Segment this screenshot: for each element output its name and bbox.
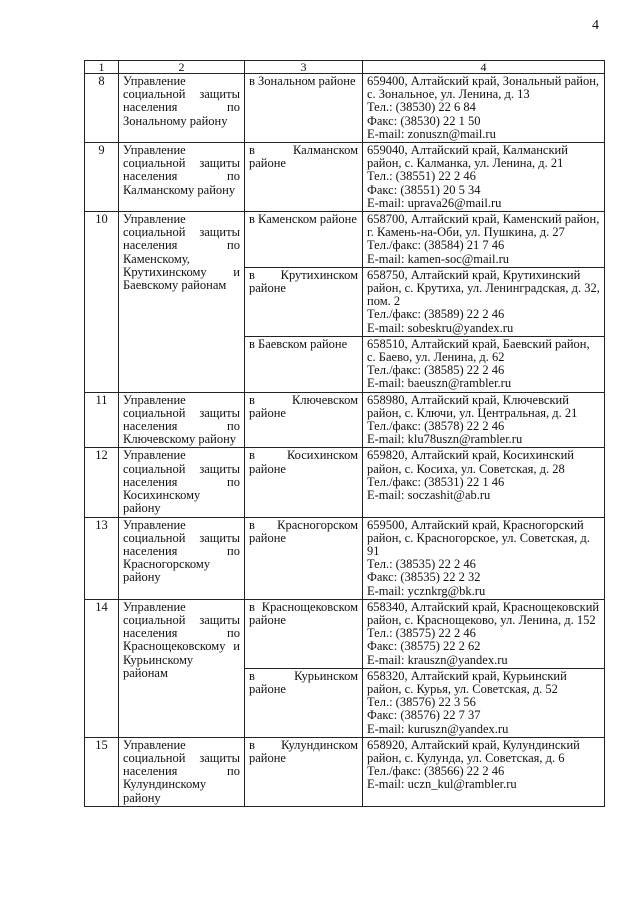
district-name: в Красногорском районе: [245, 517, 363, 599]
district-name: в Ключевском районе: [245, 392, 363, 448]
postal-address: 658340, Алтайский край, Краснощековский район, с. Краснощеково, ул. Ленина, д. 152: [367, 599, 600, 627]
organization-name: Управление социальной защиты населения по Каменскому, Крутихинскому и Баевскому районам: [119, 212, 245, 393]
row-number: 10: [85, 212, 119, 393]
contact-details: [363, 517, 605, 599]
email-address[interactable]: E-mail: sobeskru@yandex.ru: [367, 320, 514, 335]
postal-address: 659820, Алтайский край, Косихинский район, с. Косиха, ул. Советская, д. 28: [367, 448, 574, 476]
organization-name: Управление социальной защиты населения по Ключевскому району: [119, 392, 245, 448]
district-name: в Каменском районе: [245, 212, 363, 268]
contact-details: [363, 267, 605, 336]
table-row: [85, 392, 605, 448]
contact-details: [363, 336, 605, 392]
phone-fax: Тел.: (38551) 22 2 46: [367, 169, 476, 184]
district-name: в Курьинском районе: [245, 668, 363, 737]
contact-details: [363, 448, 605, 517]
district-name: в Крутихинском районе: [245, 267, 363, 336]
organization-name: Управление социальной защиты населения по Кулундинскому району: [119, 737, 245, 806]
organization-name: Управление социальной защиты населения по Косихинскому району: [119, 448, 245, 517]
email-address[interactable]: E-mail: klu78uszn@rambler.ru: [367, 432, 523, 447]
district-name: в Зональном районе: [245, 74, 363, 143]
postal-address: 658920, Алтайский край, Кулундинский район, с. Кулунда, ул. Советская, д. 6: [367, 737, 580, 765]
phone-fax: Тел./факс: (38566) 22 2 46: [367, 764, 505, 779]
row-number: 14: [85, 599, 119, 737]
contacts-table: [84, 60, 605, 807]
contact-details: [363, 143, 605, 212]
phone-fax: Факс: (38535) 22 2 32: [367, 570, 481, 585]
phone-fax: Тел./факс: (38531) 22 1 46: [367, 474, 505, 489]
phone-fax: Факс: (38530) 22 1 50: [367, 113, 481, 128]
postal-address: 659500, Алтайский край, Красногорский район, с. Красногорское, ул. Советская, д. 91: [367, 517, 590, 558]
email-address[interactable]: E-mail: krauszn@yandex.ru: [367, 652, 508, 667]
district-name: в Баевском районе: [245, 336, 363, 392]
table-body: [85, 74, 605, 807]
row-number: 9: [85, 143, 119, 212]
table-row: [85, 448, 605, 517]
email-address[interactable]: E-mail: baeuszn@rambler.ru: [367, 376, 512, 391]
contact-details: [363, 212, 605, 268]
email-address[interactable]: E-mail: kuruszn@yandex.ru: [367, 721, 509, 736]
district-name: в Кулундинском районе: [245, 737, 363, 806]
phone-fax: Тел.: (38535) 22 2 46: [367, 557, 476, 572]
postal-address: 658700, Алтайский край, Каменский район, г. Камень-на-Оби, ул. Пушкина, д. 27: [367, 212, 600, 240]
district-name: в Косихинском районе: [245, 448, 363, 517]
table-row: [85, 212, 605, 268]
phone-fax: Факс: (38551) 20 5 34: [367, 182, 481, 197]
organization-name: Управление социальной защиты населения по Зональному району: [119, 74, 245, 143]
header-row: [85, 61, 605, 74]
header-col-3: 3: [245, 61, 363, 74]
table-row: [85, 143, 605, 212]
phone-fax: Тел.: (38530) 22 6 84: [367, 100, 476, 115]
email-address[interactable]: E-mail: zonuszn@mail.ru: [367, 126, 496, 141]
page-number: 4: [592, 18, 599, 33]
table-row: [85, 74, 605, 143]
email-address[interactable]: E-mail: kamen-soc@mail.ru: [367, 251, 510, 266]
phone-fax: Тел./факс: (38578) 22 2 46: [367, 419, 505, 434]
organization-name: Управление социальной защиты населения по Калманскому району: [119, 143, 245, 212]
row-number: 13: [85, 517, 119, 599]
row-number: 12: [85, 448, 119, 517]
contact-details: [363, 392, 605, 448]
header-col-2: 2: [119, 61, 245, 74]
row-number: 11: [85, 392, 119, 448]
contact-details: [363, 74, 605, 143]
phone-fax: Тел.: (38576) 22 3 56: [367, 695, 476, 710]
phone-fax: Тел./факс: (38585) 22 2 46: [367, 363, 505, 378]
email-address[interactable]: E-mail: uczn_kul@rambler.ru: [367, 777, 517, 792]
email-address[interactable]: E-mail: uprava26@mail.ru: [367, 195, 502, 210]
table-row: [85, 599, 605, 668]
table-row: [85, 517, 605, 599]
postal-address: 658510, Алтайский край, Баевский район, с. Баево, ул. Ленина, д. 62: [367, 336, 590, 365]
district-name: в Краснощековском районе: [245, 599, 363, 668]
contact-details: [363, 737, 605, 806]
email-address[interactable]: E-mail: soczashit@ab.ru: [367, 488, 491, 503]
contact-details: [363, 599, 605, 668]
row-number: 8: [85, 74, 119, 143]
row-number: 15: [85, 737, 119, 806]
phone-fax: Тел./факс: (38584) 21 7 46: [367, 238, 505, 253]
header-col-4: 4: [363, 61, 605, 74]
postal-address: 658750, Алтайский край, Крутихинский район, с. Крутиха, ул. Ленинградская, д. 32, пом. 2: [367, 267, 600, 309]
table-row: [85, 737, 605, 806]
district-name: в Калманском районе: [245, 143, 363, 212]
phone-fax: Тел./факс: (38589) 22 2 46: [367, 307, 505, 322]
phone-fax: Факс: (38576) 22 7 37: [367, 708, 481, 723]
postal-address: 658980, Алтайский край, Ключевский район, с. Ключи, ул. Центральная, д. 21: [367, 392, 578, 420]
phone-fax: Факс: (38575) 22 2 62: [367, 639, 481, 654]
postal-address: 659040, Алтайский край, Калманский район, с. Калманка, ул. Ленина, д. 21: [367, 143, 568, 171]
postal-address: 658320, Алтайский край, Курьинский район, с. Курья, ул. Советская, д. 52: [367, 668, 567, 696]
email-address[interactable]: E-mail: ycznkrg@bk.ru: [367, 583, 486, 598]
postal-address: 659400, Алтайский край, Зональный район, с. Зональное, ул. Ленина, д. 13: [367, 74, 600, 102]
organization-name: Управление социальной защиты населения по Красногорскому району: [119, 517, 245, 599]
phone-fax: Тел.: (38575) 22 2 46: [367, 626, 476, 641]
organization-name: Управление социальной защиты населения по Краснощековскому и Курьинскому районам: [119, 599, 245, 737]
contact-details: [363, 668, 605, 737]
header-col-1: 1: [85, 61, 119, 74]
